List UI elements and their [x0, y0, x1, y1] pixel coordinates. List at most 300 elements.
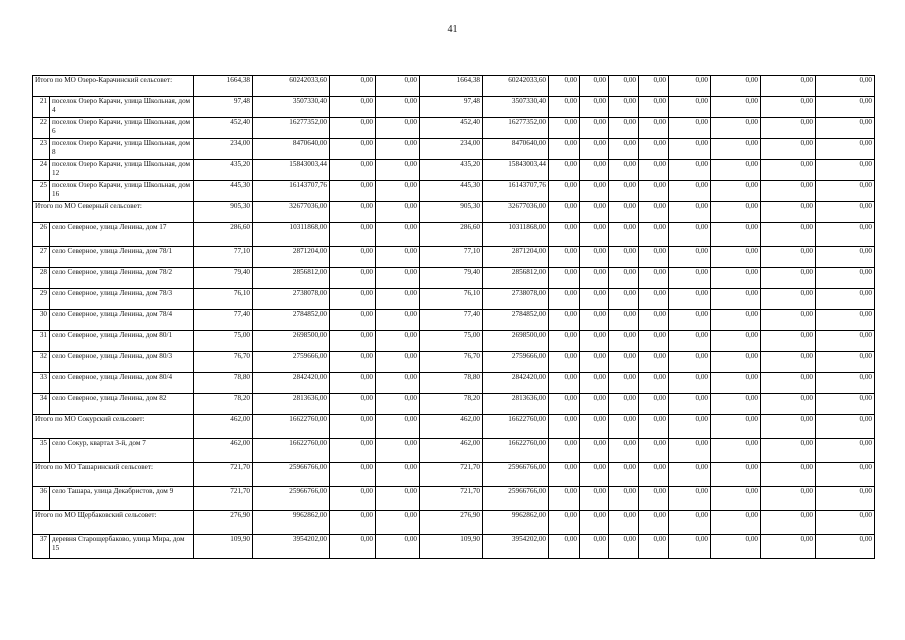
value-cell: 0,00: [376, 76, 420, 97]
value-cell: 0,00: [669, 202, 711, 223]
value-cell: 0,00: [711, 268, 761, 289]
area-cell: 78,80: [194, 373, 253, 394]
area-cell: 76,70: [194, 352, 253, 373]
value-cell: 0,00: [711, 139, 761, 160]
address-cell: село Северное, улица Ленина, дом 82: [50, 394, 194, 415]
row-number: 21: [33, 97, 50, 118]
value-cell: 0,00: [816, 415, 875, 439]
cost-cell: 2871204,00: [483, 247, 549, 268]
value-cell: 0,00: [639, 268, 669, 289]
row-number: 37: [33, 535, 50, 559]
area-cell: 77,10: [420, 247, 483, 268]
value-cell: 0,00: [761, 139, 816, 160]
value-cell: 0,00: [761, 415, 816, 439]
value-cell: 0,00: [639, 118, 669, 139]
cost-cell: 2698500,00: [253, 331, 330, 352]
value-cell: 0,00: [330, 535, 376, 559]
value-cell: 0,00: [580, 439, 609, 463]
area-cell: 75,00: [420, 331, 483, 352]
subtotal-label: Итого по МО Ташаринский сельсовет:: [33, 463, 194, 487]
area-cell: 78,80: [420, 373, 483, 394]
cost-cell: 3507330,40: [483, 97, 549, 118]
area-cell: 462,00: [420, 439, 483, 463]
value-cell: 0,00: [761, 268, 816, 289]
subtotal-row: [33, 511, 875, 535]
value-cell: 0,00: [669, 247, 711, 268]
table-row: [33, 289, 875, 310]
value-cell: 0,00: [711, 439, 761, 463]
value-cell: 0,00: [816, 181, 875, 202]
row-number: 35: [33, 439, 50, 463]
value-cell: 0,00: [609, 352, 639, 373]
value-cell: 0,00: [376, 511, 420, 535]
cost-cell: 2856812,00: [253, 268, 330, 289]
cost-cell: 2759666,00: [253, 352, 330, 373]
area-cell: 75,00: [194, 331, 253, 352]
area-cell: 78,20: [420, 394, 483, 415]
value-cell: 0,00: [669, 118, 711, 139]
value-cell: 0,00: [639, 202, 669, 223]
value-cell: 0,00: [761, 97, 816, 118]
value-cell: 0,00: [330, 160, 376, 181]
value-cell: 0,00: [761, 535, 816, 559]
value-cell: 0,00: [609, 76, 639, 97]
subtotal-row: [33, 202, 875, 223]
value-cell: 0,00: [580, 394, 609, 415]
value-cell: 0,00: [816, 487, 875, 511]
value-cell: 0,00: [711, 310, 761, 331]
value-cell: 0,00: [816, 247, 875, 268]
value-cell: 0,00: [669, 352, 711, 373]
value-cell: 0,00: [580, 223, 609, 247]
table-body: [33, 76, 875, 559]
cost-cell: 2738078,00: [483, 289, 549, 310]
value-cell: 0,00: [330, 511, 376, 535]
value-cell: 0,00: [376, 247, 420, 268]
value-cell: 0,00: [711, 511, 761, 535]
value-cell: 0,00: [580, 415, 609, 439]
value-cell: 0,00: [711, 118, 761, 139]
value-cell: 0,00: [816, 268, 875, 289]
value-cell: 0,00: [580, 76, 609, 97]
value-cell: 0,00: [816, 289, 875, 310]
row-number: 30: [33, 310, 50, 331]
value-cell: 0,00: [376, 310, 420, 331]
area-cell: 445,30: [194, 181, 253, 202]
value-cell: 0,00: [330, 202, 376, 223]
value-cell: 0,00: [669, 535, 711, 559]
cost-cell: 16143707,76: [483, 181, 549, 202]
value-cell: 0,00: [609, 247, 639, 268]
value-cell: 0,00: [639, 394, 669, 415]
subtotal-row: [33, 463, 875, 487]
value-cell: 0,00: [580, 535, 609, 559]
subtotal-row: [33, 415, 875, 439]
cost-cell: 2784852,00: [253, 310, 330, 331]
value-cell: 0,00: [330, 181, 376, 202]
value-cell: 0,00: [816, 310, 875, 331]
value-cell: 0,00: [330, 331, 376, 352]
area-cell: 452,40: [420, 118, 483, 139]
value-cell: 0,00: [549, 535, 580, 559]
table-row: [33, 223, 875, 247]
table-row: [33, 247, 875, 268]
table-row: [33, 331, 875, 352]
row-number: 32: [33, 352, 50, 373]
area-cell: 77,40: [194, 310, 253, 331]
value-cell: 0,00: [580, 487, 609, 511]
cost-cell: 9962862,00: [253, 511, 330, 535]
table-row: [33, 139, 875, 160]
value-cell: 0,00: [609, 97, 639, 118]
value-cell: 0,00: [761, 223, 816, 247]
value-cell: 0,00: [609, 139, 639, 160]
area-cell: 79,40: [194, 268, 253, 289]
value-cell: 0,00: [580, 289, 609, 310]
housing-registry-table: [32, 75, 875, 559]
value-cell: 0,00: [376, 352, 420, 373]
value-cell: 0,00: [639, 247, 669, 268]
table-row: [33, 97, 875, 118]
cost-cell: 2784852,00: [483, 310, 549, 331]
cost-cell: 2842420,00: [483, 373, 549, 394]
cost-cell: 2698500,00: [483, 331, 549, 352]
area-cell: 286,60: [194, 223, 253, 247]
area-cell: 905,30: [194, 202, 253, 223]
value-cell: 0,00: [761, 310, 816, 331]
value-cell: 0,00: [711, 535, 761, 559]
value-cell: 0,00: [761, 160, 816, 181]
value-cell: 0,00: [761, 331, 816, 352]
cost-cell: 25966766,00: [253, 487, 330, 511]
value-cell: 0,00: [549, 118, 580, 139]
value-cell: 0,00: [639, 76, 669, 97]
subtotal-label: Итого по МО Сокурский сельсовет:: [33, 415, 194, 439]
area-cell: 1664,38: [420, 76, 483, 97]
row-number: 34: [33, 394, 50, 415]
area-cell: 276,90: [194, 511, 253, 535]
area-cell: 78,20: [194, 394, 253, 415]
value-cell: 0,00: [816, 535, 875, 559]
value-cell: 0,00: [761, 76, 816, 97]
value-cell: 0,00: [549, 352, 580, 373]
row-number: 27: [33, 247, 50, 268]
address-cell: поселок Озеро Карачи, улица Школьная, дом 8: [50, 139, 194, 160]
cost-cell: 2842420,00: [253, 373, 330, 394]
area-cell: 435,20: [194, 160, 253, 181]
area-cell: 76,10: [194, 289, 253, 310]
value-cell: 0,00: [376, 160, 420, 181]
value-cell: 0,00: [711, 202, 761, 223]
table-row: [33, 268, 875, 289]
cost-cell: 2759666,00: [483, 352, 549, 373]
value-cell: 0,00: [549, 139, 580, 160]
value-cell: 0,00: [639, 331, 669, 352]
value-cell: 0,00: [609, 415, 639, 439]
value-cell: 0,00: [549, 181, 580, 202]
value-cell: 0,00: [330, 415, 376, 439]
value-cell: 0,00: [609, 394, 639, 415]
value-cell: 0,00: [639, 439, 669, 463]
value-cell: 0,00: [761, 181, 816, 202]
value-cell: 0,00: [609, 487, 639, 511]
value-cell: 0,00: [816, 394, 875, 415]
value-cell: 0,00: [669, 310, 711, 331]
page-number: 41: [447, 24, 458, 35]
value-cell: 0,00: [549, 331, 580, 352]
value-cell: 0,00: [549, 289, 580, 310]
value-cell: 0,00: [711, 373, 761, 394]
row-number: 22: [33, 118, 50, 139]
table-row: [33, 373, 875, 394]
cost-cell: 9962862,00: [483, 511, 549, 535]
address-cell: село Сокур, квартал 3-й, дом 7: [50, 439, 194, 463]
value-cell: 0,00: [669, 463, 711, 487]
value-cell: 0,00: [639, 289, 669, 310]
cost-cell: 2871204,00: [253, 247, 330, 268]
value-cell: 0,00: [669, 331, 711, 352]
row-number: 24: [33, 160, 50, 181]
area-cell: 1664,38: [194, 76, 253, 97]
value-cell: 0,00: [376, 331, 420, 352]
cost-cell: 2813636,00: [253, 394, 330, 415]
value-cell: 0,00: [609, 118, 639, 139]
value-cell: 0,00: [609, 202, 639, 223]
value-cell: 0,00: [609, 181, 639, 202]
value-cell: 0,00: [761, 289, 816, 310]
cost-cell: 8470640,00: [253, 139, 330, 160]
area-cell: 721,70: [420, 487, 483, 511]
area-cell: 462,00: [194, 439, 253, 463]
value-cell: 0,00: [761, 202, 816, 223]
value-cell: 0,00: [376, 202, 420, 223]
value-cell: 0,00: [639, 463, 669, 487]
address-cell: село Северное, улица Ленина, дом 78/4: [50, 310, 194, 331]
table-row: [33, 394, 875, 415]
value-cell: 0,00: [711, 181, 761, 202]
value-cell: 0,00: [639, 97, 669, 118]
value-cell: 0,00: [761, 247, 816, 268]
cost-cell: 8470640,00: [483, 139, 549, 160]
area-cell: 452,40: [194, 118, 253, 139]
area-cell: 76,70: [420, 352, 483, 373]
cost-cell: 15843003,44: [483, 160, 549, 181]
area-cell: 97,48: [420, 97, 483, 118]
value-cell: 0,00: [711, 247, 761, 268]
value-cell: 0,00: [549, 202, 580, 223]
address-cell: село Северное, улица Ленина, дом 17: [50, 223, 194, 247]
address-cell: село Северное, улица Ленина, дом 78/1: [50, 247, 194, 268]
area-cell: 79,40: [420, 268, 483, 289]
address-cell: село Северное, улица Ленина, дом 78/3: [50, 289, 194, 310]
value-cell: 0,00: [761, 487, 816, 511]
area-cell: 445,30: [420, 181, 483, 202]
cost-cell: 3954202,00: [253, 535, 330, 559]
value-cell: 0,00: [711, 331, 761, 352]
value-cell: 0,00: [330, 247, 376, 268]
value-cell: 0,00: [330, 223, 376, 247]
value-cell: 0,00: [376, 463, 420, 487]
address-cell: деревня Старощербаково, улица Мира, дом 15: [50, 535, 194, 559]
value-cell: 0,00: [580, 139, 609, 160]
value-cell: 0,00: [639, 415, 669, 439]
address-cell: поселок Озеро Карачи, улица Школьная, дом 16: [50, 181, 194, 202]
cost-cell: 10311868,00: [483, 223, 549, 247]
value-cell: 0,00: [330, 97, 376, 118]
row-number: 31: [33, 331, 50, 352]
value-cell: 0,00: [549, 511, 580, 535]
value-cell: 0,00: [669, 487, 711, 511]
value-cell: 0,00: [549, 223, 580, 247]
value-cell: 0,00: [580, 352, 609, 373]
value-cell: 0,00: [609, 463, 639, 487]
value-cell: 0,00: [376, 97, 420, 118]
value-cell: 0,00: [609, 373, 639, 394]
address-cell: село Ташара, улица Декабристов, дом 9: [50, 487, 194, 511]
area-cell: 721,70: [194, 463, 253, 487]
value-cell: 0,00: [761, 118, 816, 139]
cost-cell: 16622760,00: [483, 415, 549, 439]
value-cell: 0,00: [580, 511, 609, 535]
row-number: 33: [33, 373, 50, 394]
address-cell: село Северное, улица Ленина, дом 80/3: [50, 352, 194, 373]
area-cell: 97,48: [194, 97, 253, 118]
value-cell: 0,00: [639, 511, 669, 535]
value-cell: 0,00: [580, 310, 609, 331]
value-cell: 0,00: [816, 223, 875, 247]
cost-cell: 60242033,60: [253, 76, 330, 97]
value-cell: 0,00: [609, 310, 639, 331]
cost-cell: 32677036,00: [253, 202, 330, 223]
table-row: [33, 118, 875, 139]
area-cell: 462,00: [194, 415, 253, 439]
area-cell: 109,90: [420, 535, 483, 559]
value-cell: 0,00: [330, 394, 376, 415]
value-cell: 0,00: [639, 535, 669, 559]
value-cell: 0,00: [376, 535, 420, 559]
value-cell: 0,00: [711, 289, 761, 310]
value-cell: 0,00: [816, 118, 875, 139]
value-cell: 0,00: [816, 76, 875, 97]
value-cell: 0,00: [330, 463, 376, 487]
value-cell: 0,00: [549, 394, 580, 415]
subtotal-label: Итого по МО Северный сельсовет:: [33, 202, 194, 223]
value-cell: 0,00: [669, 439, 711, 463]
value-cell: 0,00: [330, 118, 376, 139]
value-cell: 0,00: [549, 247, 580, 268]
area-cell: 109,90: [194, 535, 253, 559]
value-cell: 0,00: [761, 511, 816, 535]
value-cell: 0,00: [376, 487, 420, 511]
table-row: [33, 160, 875, 181]
value-cell: 0,00: [330, 76, 376, 97]
cost-cell: 2738078,00: [253, 289, 330, 310]
value-cell: 0,00: [580, 373, 609, 394]
value-cell: 0,00: [669, 373, 711, 394]
value-cell: 0,00: [816, 352, 875, 373]
value-cell: 0,00: [816, 439, 875, 463]
cost-cell: 2856812,00: [483, 268, 549, 289]
table-row: [33, 487, 875, 511]
value-cell: 0,00: [669, 160, 711, 181]
value-cell: 0,00: [711, 394, 761, 415]
value-cell: 0,00: [330, 439, 376, 463]
value-cell: 0,00: [580, 247, 609, 268]
value-cell: 0,00: [580, 331, 609, 352]
value-cell: 0,00: [549, 160, 580, 181]
value-cell: 0,00: [711, 97, 761, 118]
cost-cell: 2813636,00: [483, 394, 549, 415]
value-cell: 0,00: [580, 202, 609, 223]
value-cell: 0,00: [609, 331, 639, 352]
area-cell: 77,40: [420, 310, 483, 331]
value-cell: 0,00: [549, 268, 580, 289]
value-cell: 0,00: [580, 463, 609, 487]
address-cell: село Северное, улица Ленина, дом 78/2: [50, 268, 194, 289]
value-cell: 0,00: [669, 97, 711, 118]
area-cell: 76,10: [420, 289, 483, 310]
value-cell: 0,00: [669, 394, 711, 415]
value-cell: 0,00: [711, 223, 761, 247]
value-cell: 0,00: [711, 160, 761, 181]
cost-cell: 25966766,00: [253, 463, 330, 487]
value-cell: 0,00: [669, 181, 711, 202]
value-cell: 0,00: [711, 463, 761, 487]
value-cell: 0,00: [549, 97, 580, 118]
value-cell: 0,00: [549, 463, 580, 487]
area-cell: 286,60: [420, 223, 483, 247]
value-cell: 0,00: [580, 181, 609, 202]
value-cell: 0,00: [639, 352, 669, 373]
value-cell: 0,00: [816, 202, 875, 223]
value-cell: 0,00: [669, 76, 711, 97]
value-cell: 0,00: [639, 487, 669, 511]
cost-cell: 16622760,00: [253, 415, 330, 439]
value-cell: 0,00: [580, 268, 609, 289]
cost-cell: 32677036,00: [483, 202, 549, 223]
value-cell: 0,00: [761, 463, 816, 487]
value-cell: 0,00: [549, 373, 580, 394]
value-cell: 0,00: [639, 223, 669, 247]
area-cell: 721,70: [194, 487, 253, 511]
value-cell: 0,00: [711, 415, 761, 439]
address-cell: поселок Озеро Карачи, улица Школьная, дом 12: [50, 160, 194, 181]
value-cell: 0,00: [609, 289, 639, 310]
area-cell: 435,20: [420, 160, 483, 181]
table-row: [33, 352, 875, 373]
subtotal-label: Итого по МО Щербаковский сельсовет:: [33, 511, 194, 535]
cost-cell: 15843003,44: [253, 160, 330, 181]
value-cell: 0,00: [376, 439, 420, 463]
cost-cell: 25966766,00: [483, 463, 549, 487]
value-cell: 0,00: [711, 76, 761, 97]
cost-cell: 10311868,00: [253, 223, 330, 247]
value-cell: 0,00: [669, 223, 711, 247]
table-row: [33, 535, 875, 559]
value-cell: 0,00: [816, 160, 875, 181]
value-cell: 0,00: [376, 223, 420, 247]
area-cell: 234,00: [420, 139, 483, 160]
row-number: 36: [33, 487, 50, 511]
area-cell: 721,70: [420, 463, 483, 487]
value-cell: 0,00: [609, 160, 639, 181]
value-cell: 0,00: [816, 97, 875, 118]
row-number: 29: [33, 289, 50, 310]
table-row: [33, 439, 875, 463]
address-cell: село Северное, улица Ленина, дом 80/1: [50, 331, 194, 352]
area-cell: 905,30: [420, 202, 483, 223]
value-cell: 0,00: [330, 487, 376, 511]
